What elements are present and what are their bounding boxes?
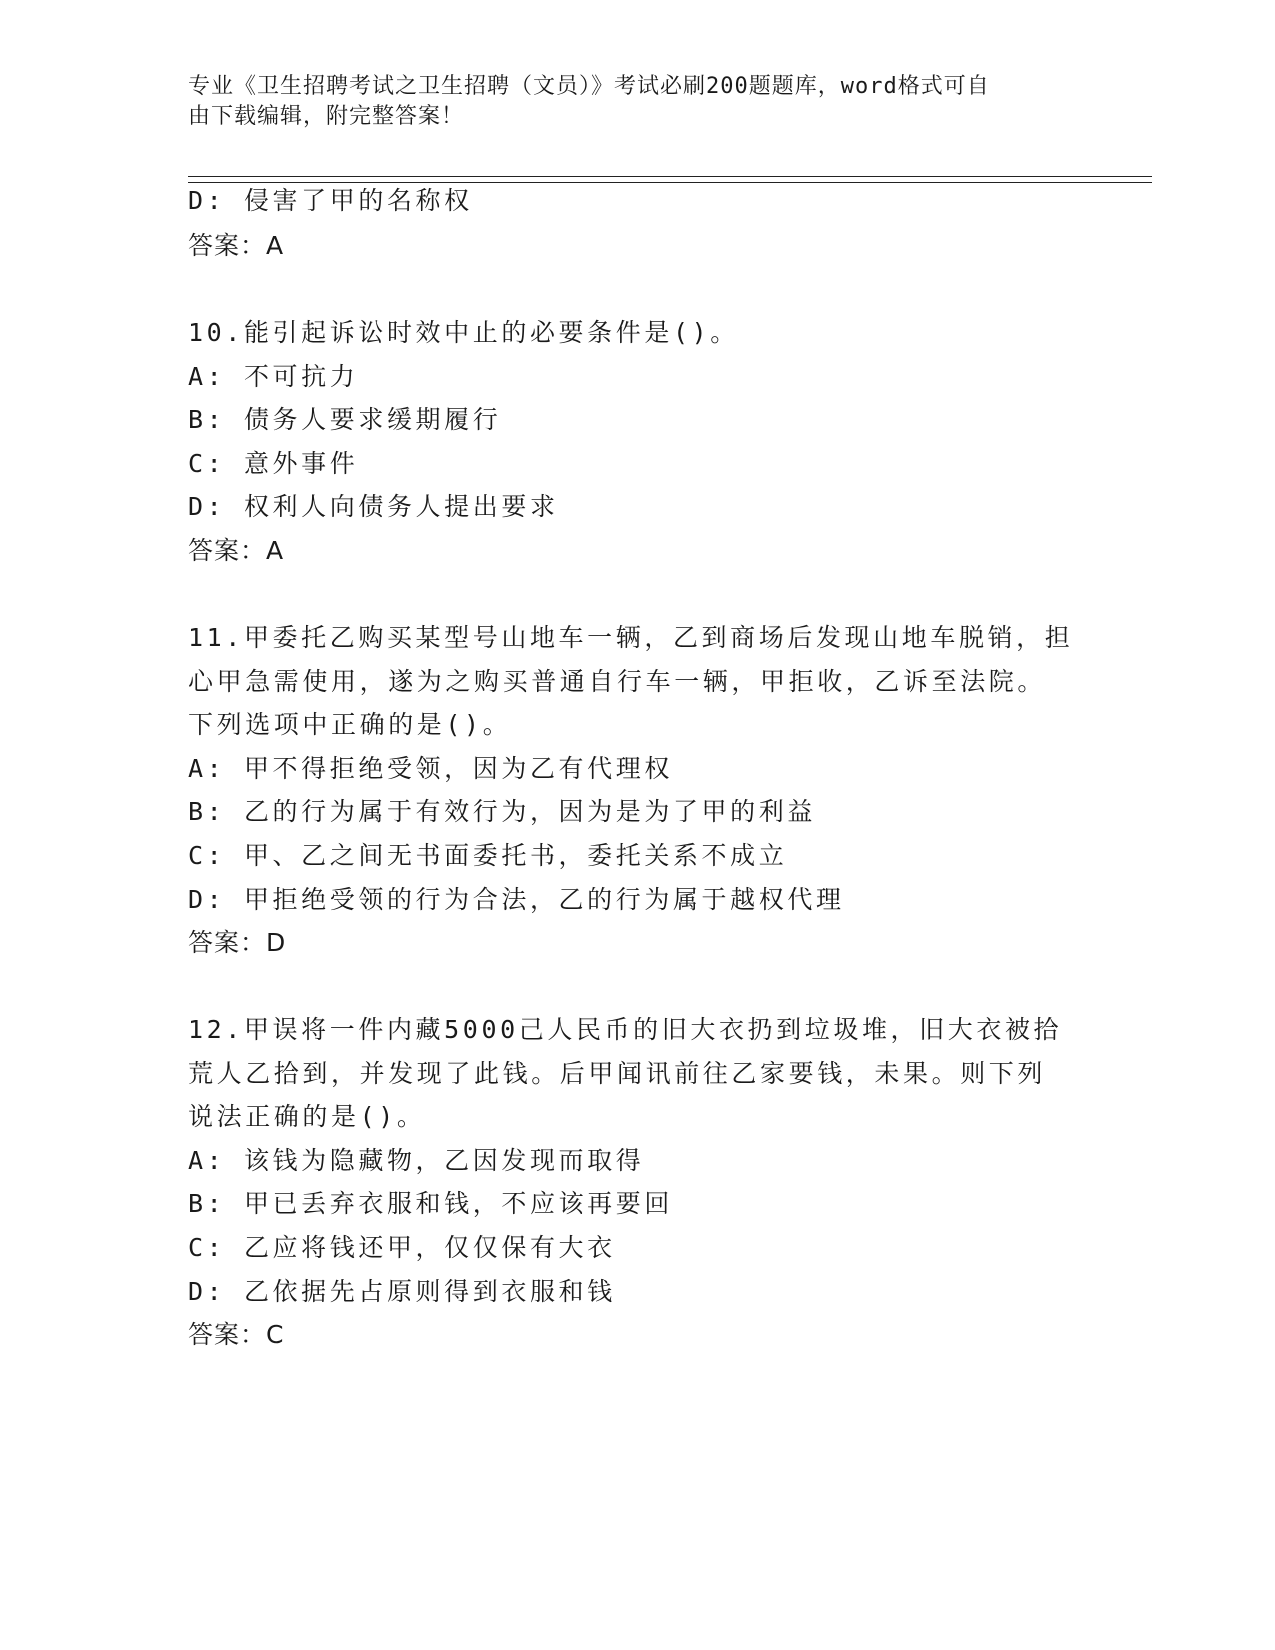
q11-option-b: B: 乙的行为属于有效行为，因为是为了甲的利益 xyxy=(188,797,816,826)
q10-option-c: C: 意外事件 xyxy=(188,449,359,478)
q12-option-d: D: 乙依据先占原则得到衣服和钱 xyxy=(188,1277,616,1306)
q12-stem-line-2: 荒人乙拾到，并发现了此钱。后甲闻讯前往乙家要钱，未果。则下列 xyxy=(188,1059,1047,1088)
q11-stem-line-3: 下列选项中正确的是()。 xyxy=(188,710,512,739)
prev-answer: 答案：A xyxy=(188,231,285,260)
header-line-1: 专业《卫生招聘考试之卫生招聘（文员）》考试必刷200题题库，word格式可自 xyxy=(188,74,990,99)
q10-option-d: D: 权利人向债务人提出要求 xyxy=(188,492,559,521)
q11-stem-line-1: 11.甲委托乙购买某型号山地车一辆，乙到商场后发现山地车脱销，担 xyxy=(188,623,1074,652)
q10-option-a: A: 不可抗力 xyxy=(188,362,359,391)
q12-answer: 答案：C xyxy=(188,1320,285,1349)
header-line-2: 由下载编辑，附完整答案！ xyxy=(188,104,465,129)
q10-stem-line-1: 10.能引起诉讼时效中止的必要条件是()。 xyxy=(188,318,739,347)
q12-stem-line-3: 说法正确的是()。 xyxy=(188,1102,426,1131)
q11-answer: 答案：D xyxy=(188,928,287,957)
header-rule-top xyxy=(188,176,1152,177)
q12-option-c: C: 乙应将钱还甲，仅仅保有大衣 xyxy=(188,1233,616,1262)
q11-stem-line-2: 心甲急需使用，遂为之购买普通自行车一辆，甲拒收，乙诉至法院。 xyxy=(188,667,1047,696)
q12-option-a: A: 该钱为隐藏物，乙因发现而取得 xyxy=(188,1146,645,1175)
q11-option-c: C: 甲、乙之间无书面委托书，委托关系不成立 xyxy=(188,841,788,870)
q11-option-d: D: 甲拒绝受领的行为合法，乙的行为属于越权代理 xyxy=(188,885,845,914)
q11-option-a: A: 甲不得拒绝受领，因为乙有代理权 xyxy=(188,754,673,783)
q10-option-b: B: 债务人要求缓期履行 xyxy=(188,405,502,434)
q12-option-b: B: 甲已丢弃衣服和钱，不应该再要回 xyxy=(188,1189,673,1218)
prev-option-d: D: 侵害了甲的名称权 xyxy=(188,186,473,215)
header-rule-bottom xyxy=(188,182,1152,183)
document-header xyxy=(188,72,1068,132)
q12-stem-line-1: 12.甲误将一件内藏5000己人民币的旧大衣扔到垃圾堆，旧大衣被拾 xyxy=(188,1015,1063,1044)
q10-answer: 答案：A xyxy=(188,536,285,565)
